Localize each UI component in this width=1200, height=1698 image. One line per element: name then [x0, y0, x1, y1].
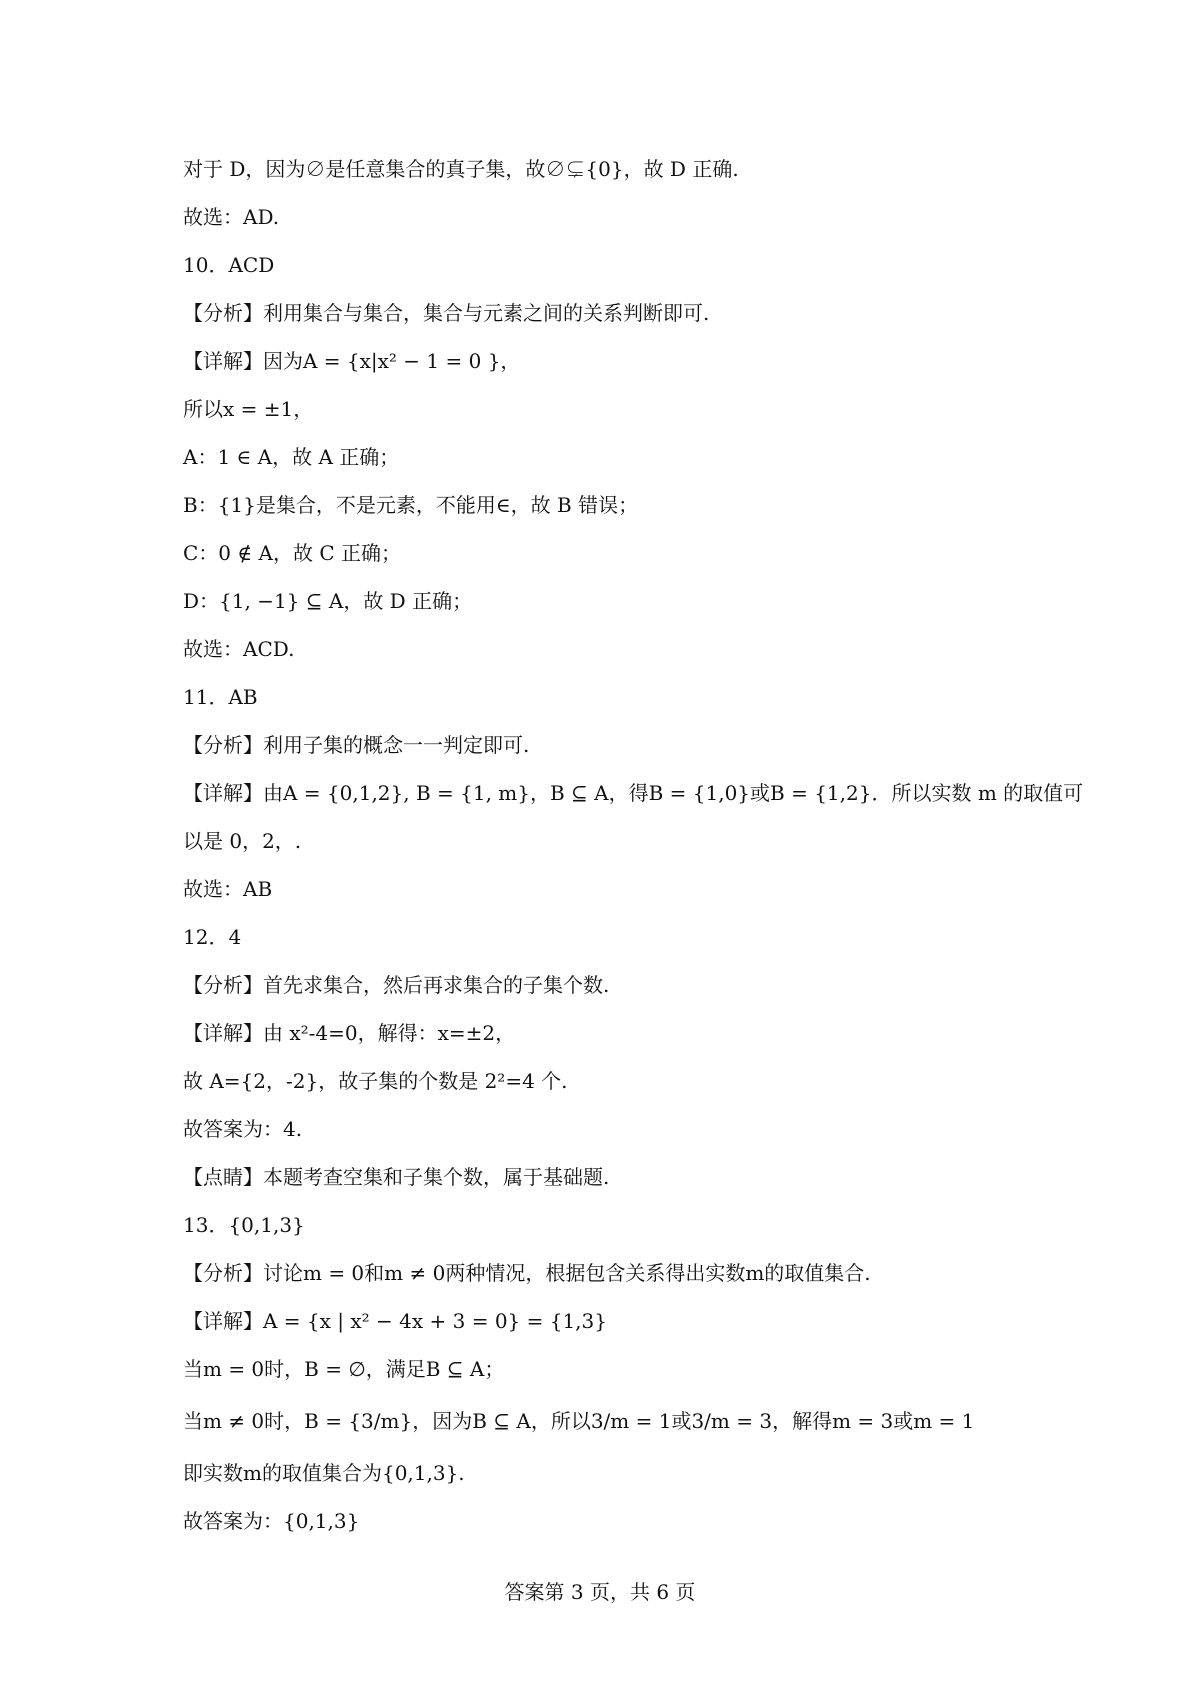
- detail-line: 【详解】因为A = {x|x² − 1 = 0 }，: [183, 349, 521, 373]
- page-footer: 答案第 3 页，共 6 页: [504, 1580, 696, 1604]
- text-line: 故选：ACD.: [183, 637, 295, 661]
- text-line: 故 A={2，-2}，故子集的个数是 2²=4 个.: [183, 1069, 568, 1093]
- detail-line: 【详解】由 x²-4=0，解得：x=±2，: [183, 1021, 516, 1045]
- text-line: 故选：AB: [183, 877, 273, 901]
- question-number: 12．4: [183, 925, 242, 949]
- analysis-line: 【分析】利用集合与集合，集合与元素之间的关系判断即可.: [183, 301, 710, 325]
- analysis-line: 【分析】讨论m = 0和m ≠ 0两种情况，根据包含关系得出实数m的取值集合.: [183, 1261, 871, 1285]
- text-line: 所以x = ±1，: [183, 397, 314, 421]
- text-line: 对于 D，因为∅是任意集合的真子集，故∅⊊{0}，故 D 正确.: [183, 157, 739, 181]
- text-line: 故选：AD.: [183, 205, 280, 229]
- question-number: 10．ACD: [183, 253, 275, 277]
- text-line: 当m = 0时，B = ∅，满足B ⊆ A；: [183, 1357, 505, 1381]
- analysis-line: 【分析】首先求集合，然后再求集合的子集个数.: [183, 973, 610, 997]
- question-number: 13．{0,1,3}: [183, 1213, 305, 1237]
- text-line: D：{1, −1} ⊆ A，故 D 正确；: [183, 589, 473, 613]
- text-line: C：0 ∉ A，故 C 正确；: [183, 541, 402, 565]
- text-line: 故答案为：4.: [183, 1117, 303, 1141]
- analysis-line: 【分析】利用子集的概念一一判定即可.: [183, 733, 530, 757]
- detail-line: 【详解】由A = {0,1,2}, B = {1, m}，B ⊆ A，得B = {1,0}或B = {1,2}．所以实数 m 的取值可: [183, 781, 1084, 805]
- question-number: 11．AB: [183, 685, 258, 709]
- text-line: 以是 0，2，.: [183, 829, 302, 853]
- text-line: B：{1}是集合，不是元素，不能用∈，故 B 错误；: [183, 493, 639, 517]
- detail-line: 【详解】A = {x | x² − 4x + 3 = 0} = {1,3}: [183, 1309, 607, 1333]
- text-line: 即实数m的取值集合为{0,1,3}.: [183, 1461, 465, 1485]
- text-line: 当m ≠ 0时，B = {3/m}，因为B ⊆ A，所以3/m = 1或3/m = 3，解得m = 3或m = 1: [183, 1409, 975, 1433]
- text-line: A：1 ∈ A，故 A 正确；: [183, 445, 400, 469]
- text-line: 故答案为：{0,1,3}: [183, 1509, 360, 1533]
- comment-line: 【点睛】本题考查空集和子集个数，属于基础题.: [183, 1165, 610, 1189]
